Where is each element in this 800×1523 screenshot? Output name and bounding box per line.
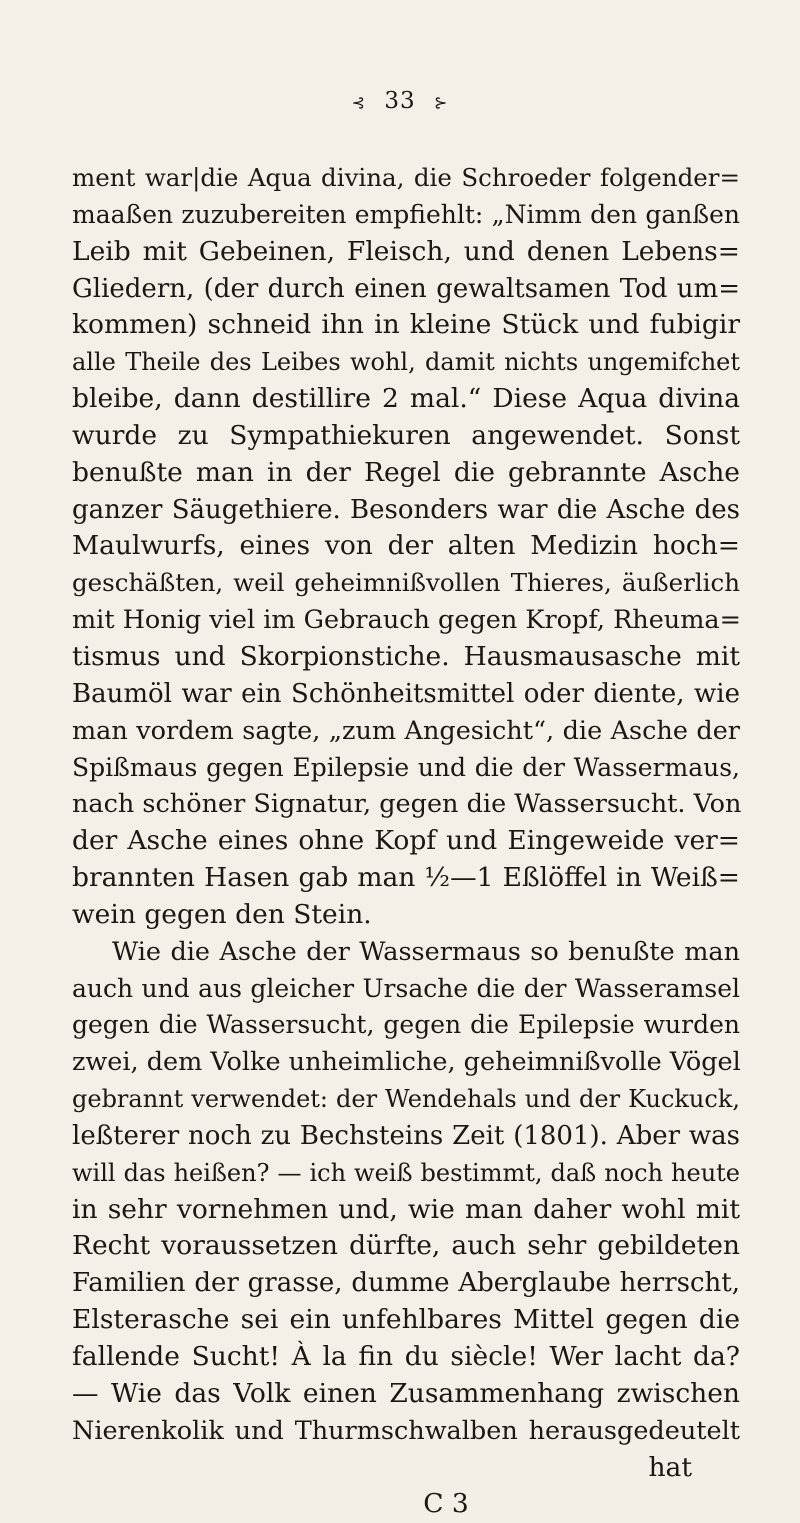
text-line: Spißmaus gegen Epilepsie und die der Wassermaus, xyxy=(72,752,740,782)
text-line: benußte man in der Regel die gebrannte Asche xyxy=(72,456,740,488)
text-line: mit Honig viel im Gebrauch gegen Kropf, Rheuma= xyxy=(72,605,741,636)
text-line: tismus und Skorpionstiche. Hausmausasche mit xyxy=(72,640,740,672)
text-line: ment war|die Aqua divina, die Schroeder folgender= xyxy=(72,163,740,192)
text-line: Baumöl war ein Schönheitsmittel oder diente, wie xyxy=(72,678,740,709)
text-line: kommen) schneid ihn in kleine Stück und fubigir xyxy=(72,309,740,341)
text-line: fallende Sucht! À la fin du siècle! Wer lacht da? xyxy=(72,1341,740,1372)
text-line: will das heißen? — ich weiß bestimmt, daß noch heute xyxy=(72,1158,740,1187)
text-line: zwei, dem Volke unheimliche, geheimnißvolle Vögel xyxy=(72,1047,741,1078)
text-line: brannten Hasen gab man ½—1 Eßlöffel in Weiß= xyxy=(72,862,740,894)
text-line: maaßen zuzubereiten empfiehlt: „Nimm den ganßen xyxy=(72,199,740,229)
ornament-right-icon: ⊱ xyxy=(433,92,449,112)
text-line: Gliedern, (der durch einen gewaltsamen Tod um= xyxy=(72,273,740,304)
text-line: in sehr vornehmen und, wie man daher wohl mit xyxy=(72,1193,740,1225)
text-line-paragraph-start: Wie die Asche der Wassermaus so benußte man xyxy=(112,936,740,967)
body-text xyxy=(72,160,740,1523)
text-line: der Asche eines ohne Kopf und Eingeweide ver= xyxy=(72,825,740,857)
text-line: geschäßten, weil geheimnißvollen Thieres, äußerlich xyxy=(72,568,740,598)
page-number: 33 xyxy=(384,88,416,114)
text-line: Familien der grasse, dumme Aberglaube herrscht, xyxy=(72,1268,740,1299)
text-line: — Wie das Volk einen Zusammenhang zwischen xyxy=(72,1377,740,1409)
text-line: Leib mit Gebeinen, Fleisch, und denen Lebens= xyxy=(72,235,740,267)
text-line: Recht voraussetzen dürfte, auch sehr gebildeten xyxy=(72,1230,740,1262)
text-line: Nierenkolik und Thurmschwalben herausgedeutelt xyxy=(72,1415,740,1446)
text-line: alle Theile des Leibes wohl, damit nichts ungemifchet xyxy=(72,348,740,377)
ornament-left-icon: ⊰ xyxy=(351,92,367,112)
text-line-paragraph-end: wein gegen den Stein. xyxy=(72,898,372,930)
text-line: Elsterasche sei ein unfehlbares Mittel gegen die xyxy=(72,1304,740,1336)
text-line: bleibe, dann destillire 2 mal.“ Diese Aqua divina xyxy=(72,383,740,415)
text-line: ganzer Säugethiere. Besonders war die Asche des xyxy=(72,494,740,525)
text-line: nach schöner Signatur, gegen die Wassersucht. Von xyxy=(72,789,742,820)
text-line: gegen die Wassersucht, gegen die Epilepsie wurden xyxy=(72,1010,740,1040)
text-line: gebrannt verwendet: der Wendehals und der Kuckuck, xyxy=(72,1085,740,1114)
text-line: auch und aus gleicher Ursache die der Wasseramsel xyxy=(72,973,740,1003)
text-line: Maulwurfs, eines von der alten Medizin hoch= xyxy=(72,530,740,562)
text-line: man vordem sagte, „zum Angesicht“, die Asche der xyxy=(72,715,740,746)
page-header xyxy=(0,88,800,114)
signature-mark: C 3 xyxy=(423,1488,469,1520)
catchword: hat xyxy=(648,1451,692,1483)
text-line: leßterer noch zu Bechsteins Zeit (1801). Aber was xyxy=(72,1120,740,1151)
text-line: wurde zu Sympathiekuren angewendet. Sonst xyxy=(72,419,740,451)
